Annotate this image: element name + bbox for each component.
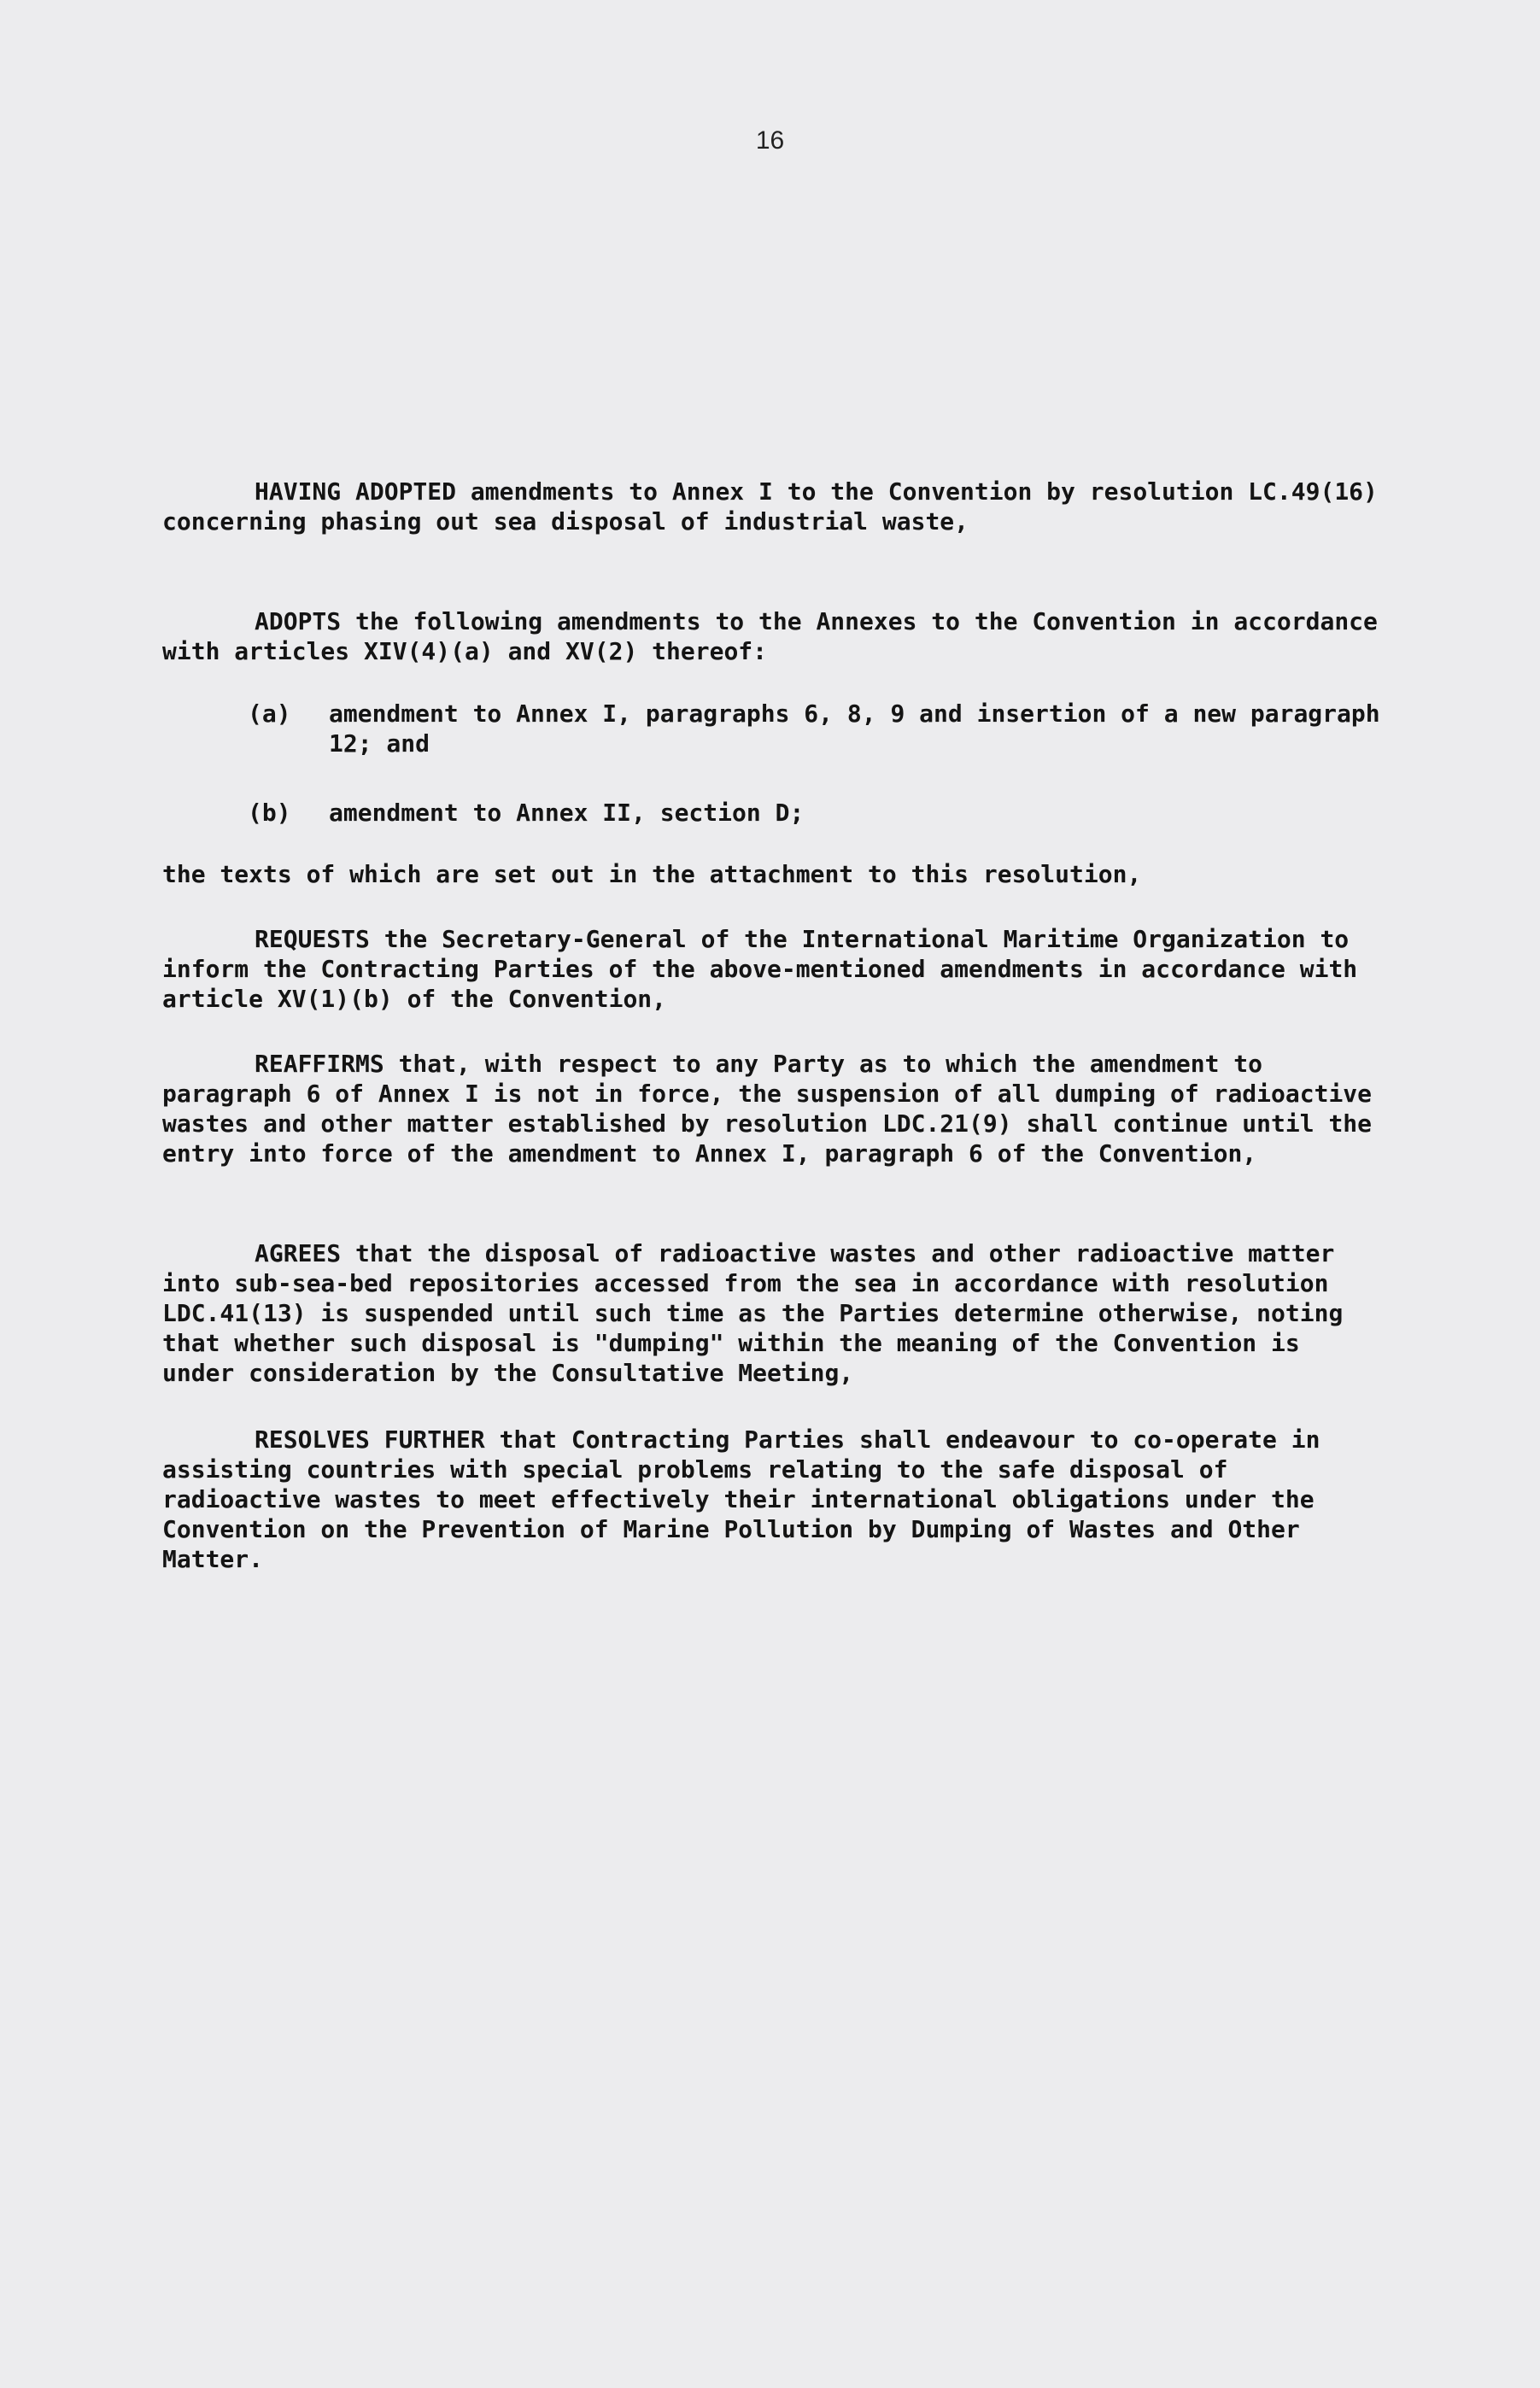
para-requests bbox=[162, 924, 1384, 1014]
text-adopts: the following amendments to the Annexes to the Convention in accordance with articles XIV(4)(a) and XV(2) thereof: bbox=[162, 607, 1378, 665]
para-resolves-further bbox=[162, 1425, 1384, 1574]
list-item-a bbox=[162, 699, 1384, 758]
para-reaffirms bbox=[162, 1049, 1384, 1168]
text-texts-of-which: the texts of which are set out in the attachment to this resolution, bbox=[162, 860, 1142, 888]
text-reaffirms: that, with respect to any Party as to which the amendment to paragraph 6 of Annex I is not in force, the suspension of all dumping of radioactive wastes and other matter established by resolution LDC.21(9) shall continue until the entry into force of the amendment to Annex I, paragraph 6 of the Convention, bbox=[162, 1050, 1373, 1168]
keyword-reaffirms: REAFFIRMS bbox=[255, 1050, 384, 1078]
list-text-a: amendment to Annex I, paragraphs 6, 8, 9 and insertion of a new paragraph 12; and bbox=[329, 699, 1380, 758]
list-marker-b: (b) bbox=[248, 799, 291, 827]
keyword-requests: REQUESTS bbox=[255, 925, 370, 953]
keyword-resolves-further: RESOLVES FURTHER bbox=[255, 1425, 485, 1454]
text-requests: the Secretary-General of the International Maritime Organization to inform the Contracting Parties of the above-mentioned amendments in accordance with article XV(1)(b) of the Convention, bbox=[162, 925, 1358, 1013]
para-texts-of-which bbox=[162, 859, 1384, 889]
list-marker-a: (a) bbox=[248, 699, 291, 728]
page-number: 16 bbox=[755, 126, 785, 155]
para-adopts bbox=[162, 606, 1384, 666]
para-agrees bbox=[162, 1238, 1384, 1388]
keyword-adopts: ADOPTS bbox=[255, 607, 342, 635]
text-agrees: that the disposal of radioactive wastes and other radioactive matter into sub-sea-bed repositories accessed from the sea in accordance with resolution LDC.41(13) is suspended until such time as the Parties determine otherwise, noting that whether such disposal is "dumping" within the meaning of the Convention is under consideration by the Consultative Meeting, bbox=[162, 1239, 1344, 1387]
text-resolves-further: that Contracting Parties shall endeavour to co-operate in assisting countries with special problems relating to the safe disposal of radioactive wastes to meet effectively their international obligations under the Convention on the Prevention of Marine Pollution by Dumping of Wastes and Other Matter. bbox=[162, 1425, 1320, 1573]
keyword-having-adopted: HAVING ADOPTED bbox=[255, 477, 457, 506]
text-having-adopted: amendments to Annex I to the Convention by resolution LC.49(16) concerning phasing out sea disposal of industrial waste, bbox=[162, 477, 1378, 536]
keyword-agrees: AGREES bbox=[255, 1239, 342, 1267]
list-text-b: amendment to Annex II, section D; bbox=[329, 799, 805, 827]
para-having-adopted bbox=[162, 477, 1384, 536]
list-item-b bbox=[162, 798, 1384, 828]
